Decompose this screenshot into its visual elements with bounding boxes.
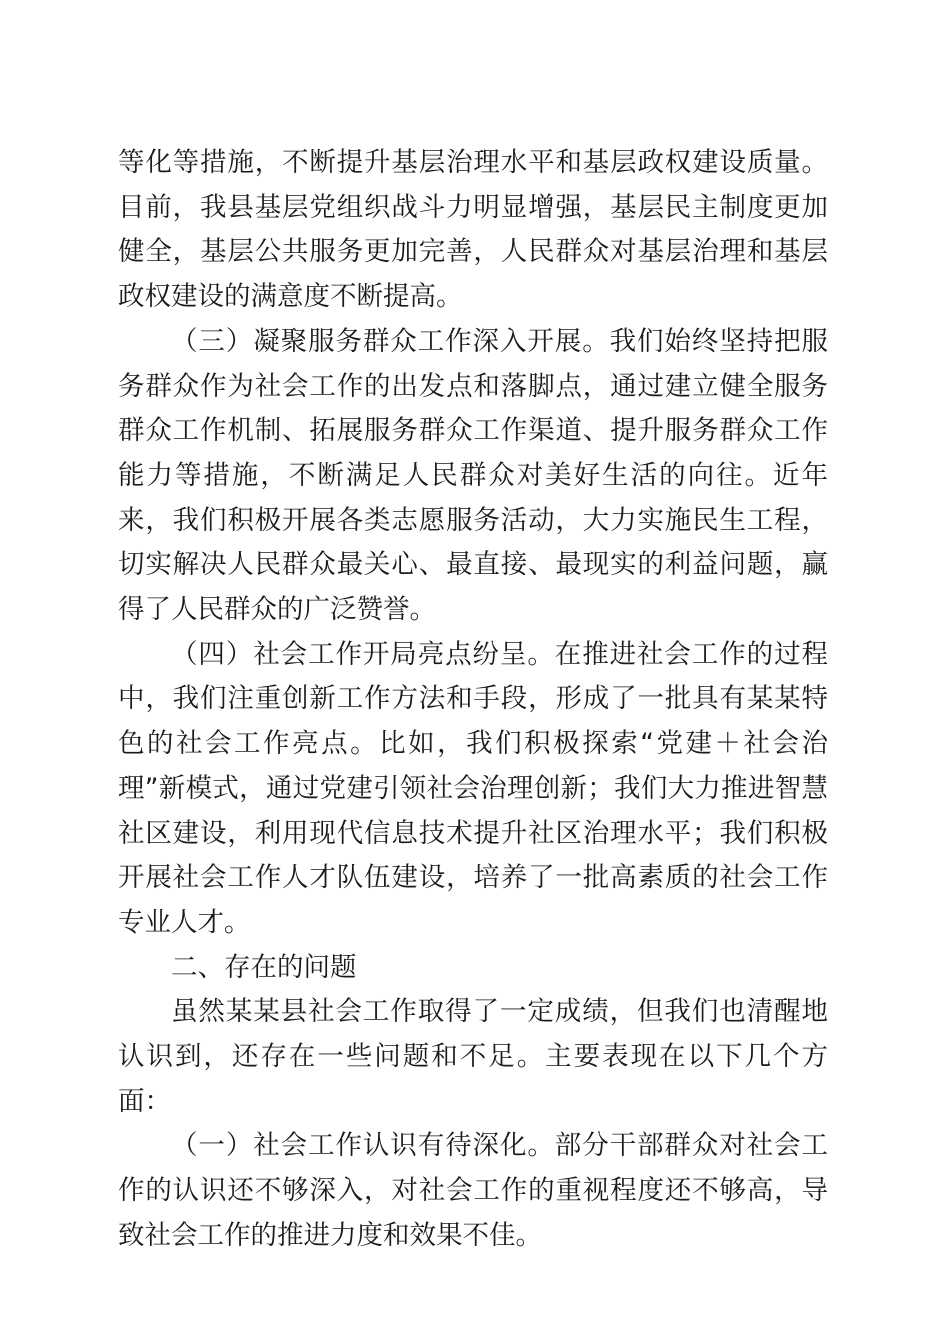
paragraph-section-three: （三）凝聚服务群众工作深入开展。我们始终坚持把服务群众作为社会工作的出发点和落脚点，通过建立健全服务群众工作机制、拓展服务群众工作渠道、提升服务群众工作能力等措施，不断满足人民群众对美好生活的向往。近年来，我们积极开展各类志愿服务活动，大力实施民生工程，切实解决人民群众最关心、最直接、最现实的利益问题，赢得了人民群众的广泛赞誉。 [118, 325, 828, 626]
heading-existing-problems: 二、存在的问题 [171, 951, 357, 983]
paragraph-problems-intro: 虽然某某县社会工作取得了一定成绩，但我们也清醒地认识到，还存在一些问题和不足。主要表现在以下几个方面： [118, 996, 828, 1117]
paragraph-continuation: 等化等措施，不断提升基层治理水平和基层政权建设质量。目前，我县基层党组织战斗力明显增强，基层民主制度更加健全，基层公共服务更加完善，人民群众对基层治理和基层政权建设的满意度不断提高。 [118, 147, 828, 313]
document-body [118, 141, 828, 1259]
paragraph-problem-one: （一）社会工作认识有待深化。部分干部群众对社会工作的认识还不够深入，对社会工作的重视程度还不够高，导致社会工作的推进力度和效果不佳。 [118, 1130, 828, 1251]
paragraph-section-four: （四）社会工作开局亮点纷呈。在推进社会工作的过程中，我们注重创新工作方法和手段，形成了一批具有某某特色的社会工作亮点。比如，我们积极探索“党建＋社会治理”新模式，通过党建引领社会治理创新；我们大力推进智慧社区建设，利用现代信息技术提升社区治理水平；我们积极开展社会工作人才队伍建设，培养了一批高素质的社会工作专业人才。 [118, 638, 828, 938]
